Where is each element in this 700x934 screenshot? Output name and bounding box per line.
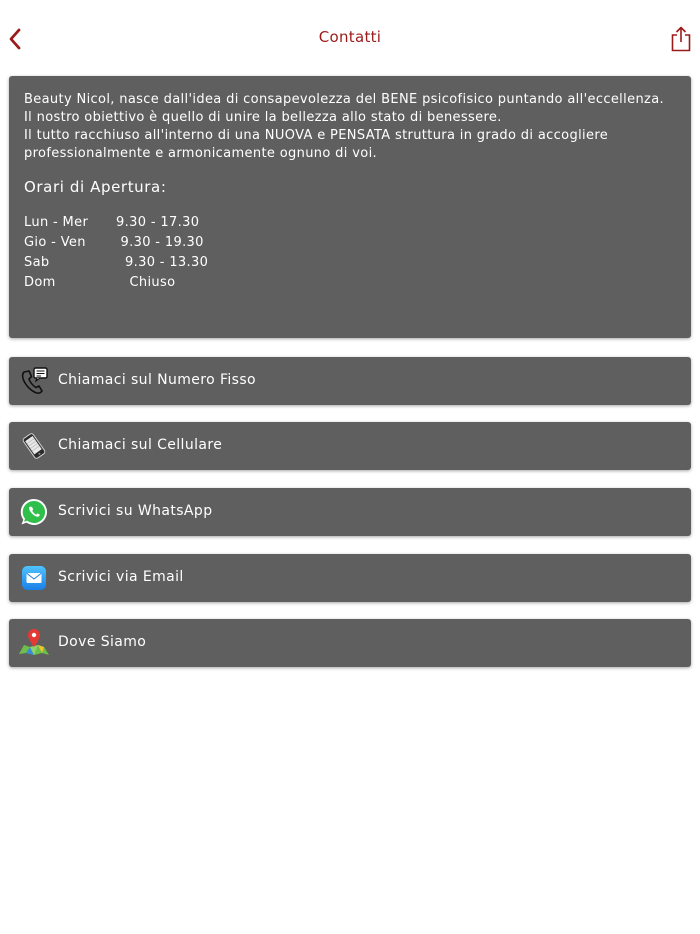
structure-paragraph: Il tutto racchiuso all'interno di una NUOVA e PENSATA struttura in grado di accogliere professionalmente e armonicamente ognuno di voi. — [24, 128, 609, 161]
call-mobile-button[interactable] — [9, 422, 691, 470]
call-landline-button[interactable] — [9, 357, 691, 405]
action-label: Chiamaci sul Numero Fisso — [58, 372, 257, 388]
whatsapp-icon — [18, 496, 50, 528]
location-button[interactable] — [9, 619, 691, 667]
hours-time: 9.30 - 13.30 — [116, 255, 209, 270]
hours-day: Sab — [24, 255, 50, 270]
goal-paragraph: Il nostro obiettivo è quello di unire la bellezza allo stato di benessere. — [24, 110, 502, 125]
hours-list — [24, 213, 676, 293]
landline-phone-icon — [18, 365, 50, 397]
hours-time: 9.30 - 17.30 — [116, 215, 200, 230]
share-button[interactable] — [668, 24, 694, 54]
navbar — [0, 0, 700, 76]
hours-row — [24, 213, 676, 233]
hours-row — [24, 273, 676, 293]
share-icon — [670, 26, 692, 52]
hours-day: Dom — [24, 275, 56, 290]
hours-day: Lun - Mer — [24, 215, 89, 230]
info-card — [9, 76, 691, 338]
hours-time: Chiuso — [116, 275, 176, 290]
hours-time: 9.30 - 19.30 — [116, 235, 204, 250]
page-title: Contatti — [318, 28, 382, 46]
map-pin-icon — [18, 627, 50, 659]
email-button[interactable] — [9, 554, 691, 602]
action-label: Dove Siamo — [58, 634, 147, 650]
hours-row — [24, 233, 676, 253]
intro-paragraph: Beauty Nicol, nasce dall'idea di consapevolezza del BENE psicofisico puntando all'eccellenza. — [24, 92, 665, 107]
hours-title: Orari di Apertura: — [24, 178, 167, 196]
hours-day: Gio - Ven — [24, 235, 86, 250]
hours-row — [24, 253, 676, 273]
action-label: Scrivici via Email — [58, 569, 184, 585]
mobile-phone-icon — [18, 430, 50, 462]
email-icon — [18, 562, 50, 594]
action-label: Chiamaci sul Cellulare — [58, 437, 223, 453]
action-label: Scrivici su WhatsApp — [58, 503, 213, 519]
whatsapp-button[interactable] — [9, 488, 691, 536]
